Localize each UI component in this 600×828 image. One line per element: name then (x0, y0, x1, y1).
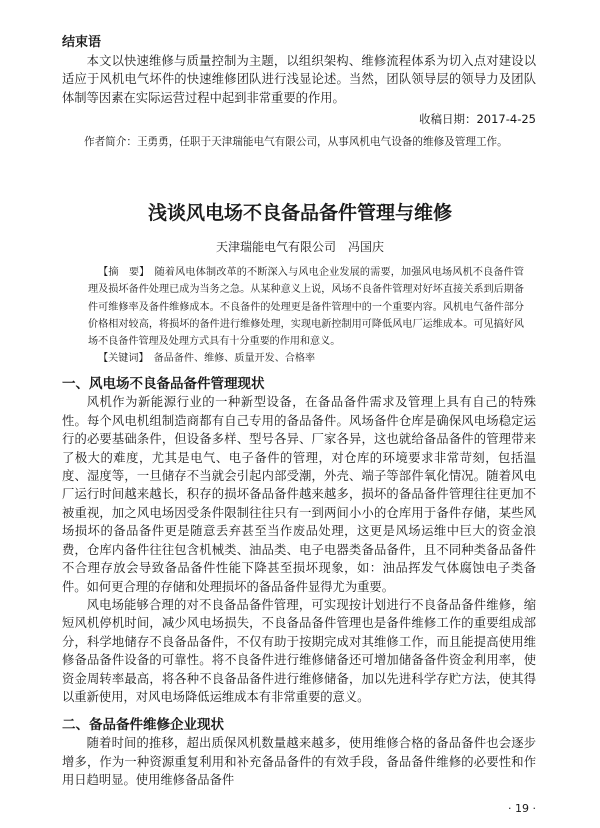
body-paragraph: 风机作为新能源行业的一种新型设备，在备品备件需求及管理上具有自己的特殊性。每个风电机组制造商都有自己专用的备品备件。风场备件仓库是确保风电场稳定运行的必要基础条件，但设备多样、型号各异、厂家各异，这也就给备品备件的管理带来了极大的难度，尤其是电气、电子备件的管理，对仓库的环境要求非常苛刻，包括温度、湿度等，一旦储存不当就会引起内部受潮，外壳、端子等部件氧化情况。随着风电厂运行时间越来越长，积存的损坏备品备件越来越多，损坏的备品备件管理往往更加不被重视，加之风电场因受条件限制往往只有一到两间小小的仓库用于备件存储，某些风场损坏的备品备件更是随意丢弃甚至当作废品处理，这更是风场运维中巨大的资金浪费，仓库内备件往往包含机械类、油品类、电子电器类备品备件，且不同种类备品备件不合理存放会导致备品备件性能下降甚至损坏现象，如：油品挥发气体腐蚀电子类备件。如何更合理的存储和处理损坏的备品备件显得尤为重要。 (62, 395, 536, 594)
conclusion-paragraph: 本文以快速维修与质量控制为主题，以组织架构、维修流程体系为切入点对建设以适应于风机电气坏件的快速维修团队进行浅显论述。当然，团队领导层的领导力及团队体制等因素在实际运营过程中起到非常重要的作用。 (62, 54, 536, 105)
abstract-text: 【摘 要】 随着风电体制改革的不断深入与风电企业发展的需要，加强风电场风机不良备件管理及损坏备件处理已成为当务之急。从某种意义上说，风场不良备件管理对好坏直接关系到后期备件可维修率及备件维修成本。不良备件的处理更是备件管理中的一个重要内容。风机电气备件部分价格相对较高，将损坏的备件进行维修处理，实现电新控制用可降低风电厂运维成本。可见搞好风场不良备件管理及处理方式具有十分重要的作用和意义。 (88, 267, 524, 348)
abstract-block (88, 264, 524, 367)
article-title: 浅谈风电场不良备品备件管理与维修 (147, 202, 452, 225)
section-heading: 一、风电场不良备品备件管理现状 (62, 376, 265, 393)
received-date: 收稿日期：2017-4-25 (418, 112, 536, 127)
article-byline: 天津瑞能电气有限公司 冯国庆 (215, 240, 384, 255)
author-bio: 作者简介：王勇勇，任职于天津瑞能电气有限公司，从事风机电气设备的维修及管理工作。 (84, 136, 508, 149)
section-heading: 二、备品备件维修企业现状 (62, 717, 224, 734)
body-paragraph: 随着时间的推移，超出质保风机数量越来越多，使用维修合格的备品备件也会逐步增多，作为一种资源重复利用和补充备品备件的有效手段，备品备件维修的必要性和作用日趋明显。使用维修备品备件 (62, 736, 536, 788)
page-number: · 19 · (508, 801, 536, 815)
conclusion-heading: 结束语 (62, 35, 102, 50)
body-paragraph: 风电场能够合理的对不良备品备件管理，可实现按计划进行不良备品备件维修，缩短风机停机时间，减少风电场损失，不良备品备件管理也是备件维修工作的重要组成部分，科学地储存不良备品备件，不仅有助于按期完成对其维修工作，而且能提高使用维修备品备件设备的可靠性。将不良备件进行维修储备还可增加储备备件资金利用率，使资金周转率最高，将各种不良备品备件进行维修储备，加以先进科学存贮方法，使其得以重新使用，对风电场降低运维成本有非常重要的意义。 (62, 597, 536, 704)
document-page (62, 0, 536, 828)
keywords-text: 【关键词】 备品备件、维修、质量开发、合格率 (98, 353, 316, 365)
